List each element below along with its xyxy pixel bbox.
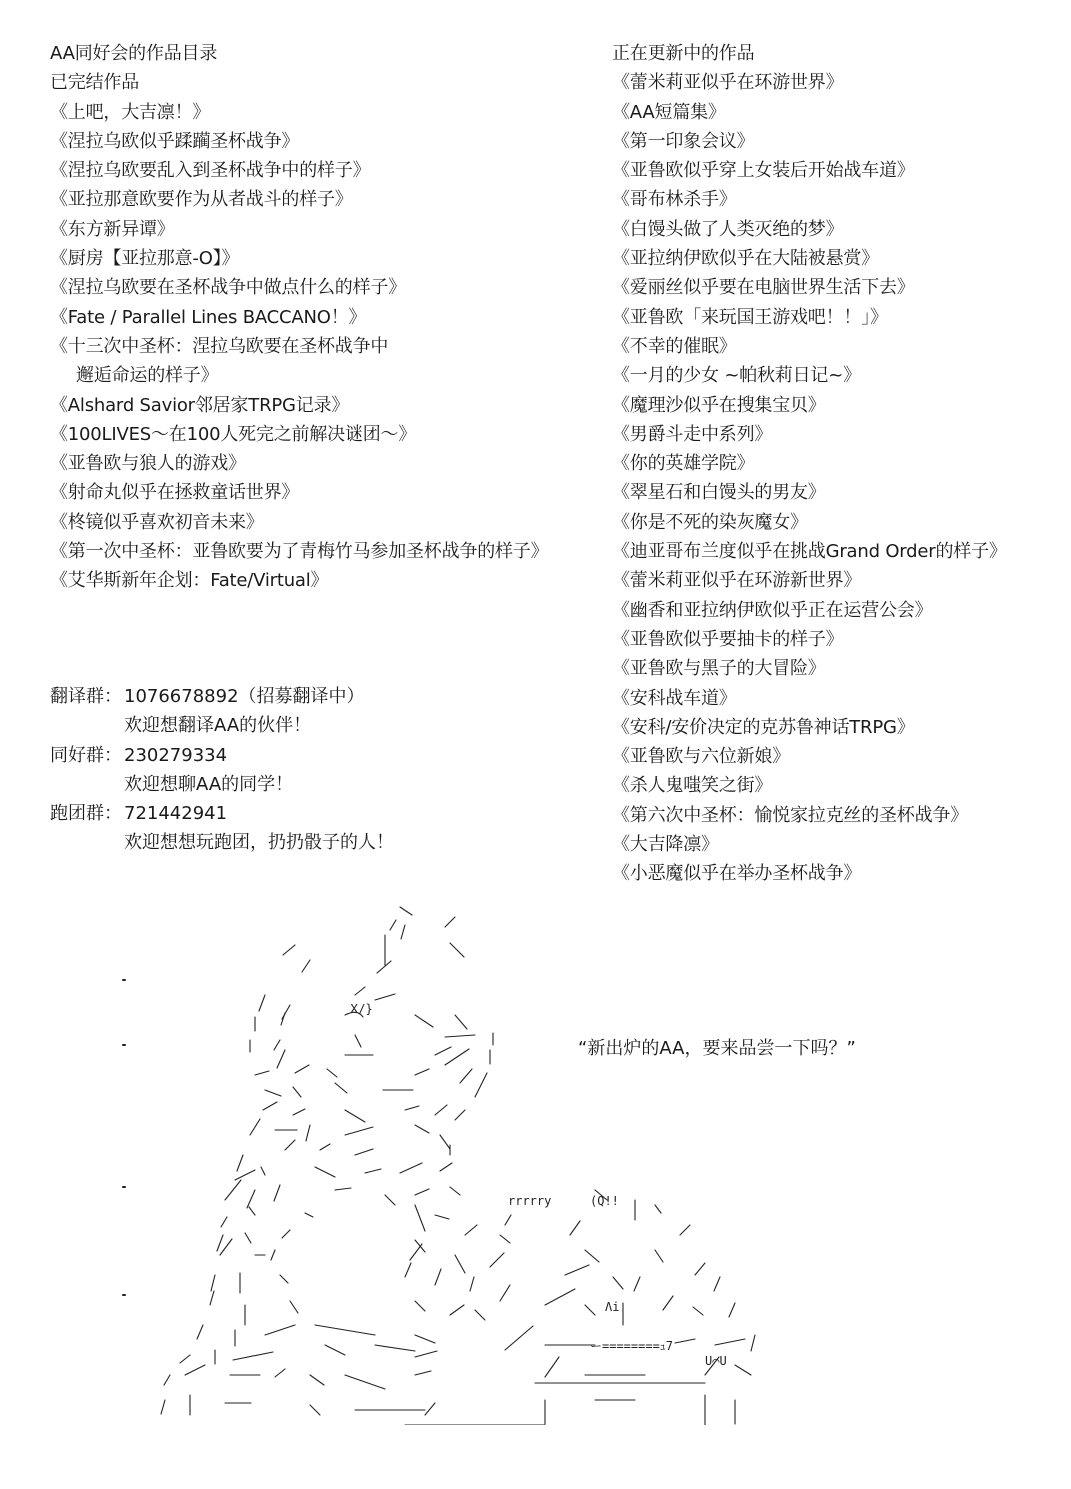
ongoing-work: 《第一印象会议》 bbox=[612, 130, 755, 152]
ongoing-work: 《你是不死的染灰魔女》 bbox=[612, 511, 808, 533]
group-info bbox=[50, 682, 570, 858]
aa-fragment: (Q!! bbox=[590, 1194, 619, 1208]
completed-work: 《涅拉乌欧要乱入到圣杯战争中的样子》 bbox=[50, 160, 371, 182]
completed-work: 《100LIVES～在100人死完之前解决谜团～》 bbox=[50, 423, 417, 445]
ongoing-work: 《大吉降凛》 bbox=[612, 834, 719, 856]
ongoing-work: 《你的英雄学院》 bbox=[612, 453, 755, 475]
completed-work-continuation: 邂逅命运的样子》 bbox=[76, 365, 219, 387]
completed-work: 《Fate / Parallel Lines BACCANO！》 bbox=[50, 306, 367, 328]
completed-work: 《涅拉乌欧似乎蹂躏圣杯战争》 bbox=[50, 130, 300, 152]
ongoing-work: 《小恶魔似乎在举办圣杯战争》 bbox=[612, 863, 862, 885]
trpg-group-number: 721442941 bbox=[124, 803, 228, 825]
aa-fragment: Ⅹ/} bbox=[350, 1002, 373, 1016]
catalog-title: AA同好会的作品目录 bbox=[50, 43, 218, 64]
aa-fragment: ー========ｭ7 bbox=[590, 1339, 674, 1353]
ongoing-work: 《亚鲁欧似乎要抽卡的样子》 bbox=[612, 628, 844, 650]
ongoing-work: 《迪亚哥布兰度似乎在挑战Grand Order的样子》 bbox=[612, 541, 1007, 563]
ascii-art-drawing bbox=[115, 905, 775, 1425]
ongoing-work: 《蕾米莉亚似乎在环游世界》 bbox=[612, 72, 844, 94]
ongoing-work: 《杀人鬼嗤笑之街》 bbox=[612, 775, 773, 797]
completed-heading: 已完结作品 bbox=[50, 72, 139, 94]
ongoing-work: 《不幸的催眠》 bbox=[612, 335, 737, 357]
completed-work: 《十三次中圣杯：涅拉乌欧要在圣杯战争中 bbox=[50, 335, 389, 357]
ongoing-work: 《第六次中圣杯：愉悦家拉克丝的圣杯战争》 bbox=[612, 804, 968, 826]
completed-work: 《厨房【亚拉那意-O】》 bbox=[50, 248, 240, 270]
ongoing-work: 《白馒头做了人类灭绝的梦》 bbox=[612, 218, 844, 240]
ongoing-work: 《亚鲁欧「来玩国王游戏吧！！」》 bbox=[612, 306, 888, 328]
ongoing-work: 《爱丽丝似乎要在电脑世界生活下去》 bbox=[612, 277, 915, 299]
translation-group-note: 欢迎想翻译AA的伙伴！ bbox=[124, 715, 312, 737]
ongoing-heading: 正在更新中的作品 bbox=[612, 43, 755, 64]
ongoing-work: 《哥布林杀手》 bbox=[612, 189, 737, 211]
completed-work: 《亚拉那意欧要作为从者战斗的样子》 bbox=[50, 189, 353, 211]
aa-fragment: rrrrry bbox=[508, 1194, 552, 1208]
completed-work: 《艾华斯新年企划：Fate/Virtual》 bbox=[50, 570, 329, 592]
ongoing-work: 《蕾米莉亚似乎在环游新世界》 bbox=[612, 570, 862, 592]
left-column bbox=[50, 39, 590, 596]
ongoing-work: 《安科/安价决定的克苏鲁神话TRPG》 bbox=[612, 716, 915, 738]
completed-work: 《射命丸似乎在拯救童话世界》 bbox=[50, 482, 300, 504]
ongoing-work: 《幽香和亚拉纳伊欧似乎正在运营公会》 bbox=[612, 599, 933, 621]
translation-group-label: 翻译群： bbox=[50, 686, 122, 707]
completed-work: 《柊镜似乎喜欢初音未来》 bbox=[50, 511, 264, 533]
completed-work: 《Alshard Savior邻居家TRPG记录》 bbox=[50, 394, 350, 416]
translation-group-row bbox=[50, 682, 570, 711]
fan-group-label: 同好群： bbox=[50, 744, 122, 766]
ongoing-work: 《安科战车道》 bbox=[612, 687, 737, 709]
ongoing-work: 《男爵斗走中系列》 bbox=[612, 423, 773, 445]
right-column bbox=[612, 39, 1062, 889]
ongoing-work: 《翠星石和白馒头的男友》 bbox=[612, 482, 826, 504]
ongoing-work: 《亚拉纳伊欧似乎在大陆被悬赏》 bbox=[612, 248, 879, 270]
ongoing-work: 《一月的少女 ~帕秋莉日记~》 bbox=[612, 365, 861, 387]
ongoing-work: 《亚鲁欧与六位新娘》 bbox=[612, 746, 790, 768]
completed-work: 《东方新异谭》 bbox=[50, 218, 175, 240]
aa-fragment: U⌒U bbox=[705, 1354, 727, 1368]
fan-group-number: 230279334 bbox=[124, 744, 228, 766]
ongoing-work: 《AA短篇集》 bbox=[612, 101, 726, 123]
trpg-group-row bbox=[50, 799, 570, 828]
completed-work: 《上吧，大吉凛！》 bbox=[50, 101, 211, 123]
completed-work: 《涅拉乌欧要在圣杯战争中做点什么的样子》 bbox=[50, 277, 406, 299]
trpg-group-note: 欢迎想想玩跑团，扔扔骰子的人！ bbox=[124, 832, 394, 854]
aa-fragment: Λi bbox=[605, 1300, 620, 1314]
speech-quote: “新出炉的AA，要来品尝一下吗？” bbox=[578, 1038, 856, 1059]
ongoing-work: 《亚鲁欧与黑子的大冒险》 bbox=[612, 658, 826, 680]
translation-group-number: 1076678892（招募翻译中） bbox=[124, 686, 365, 707]
ongoing-work: 《亚鲁欧似乎穿上女装后开始战车道》 bbox=[612, 160, 915, 182]
completed-work: 《亚鲁欧与狼人的游戏》 bbox=[50, 453, 246, 475]
ongoing-work: 《魔理沙似乎在搜集宝贝》 bbox=[612, 394, 826, 416]
fan-group-row bbox=[50, 741, 570, 770]
fan-group-note: 欢迎想聊AA的同学！ bbox=[124, 773, 294, 795]
trpg-group-label: 跑团群： bbox=[50, 803, 122, 825]
completed-work: 《第一次中圣杯：亚鲁欧要为了青梅竹马参加圣杯战争的样子》 bbox=[50, 541, 549, 563]
ascii-art-illustration bbox=[115, 905, 775, 1425]
